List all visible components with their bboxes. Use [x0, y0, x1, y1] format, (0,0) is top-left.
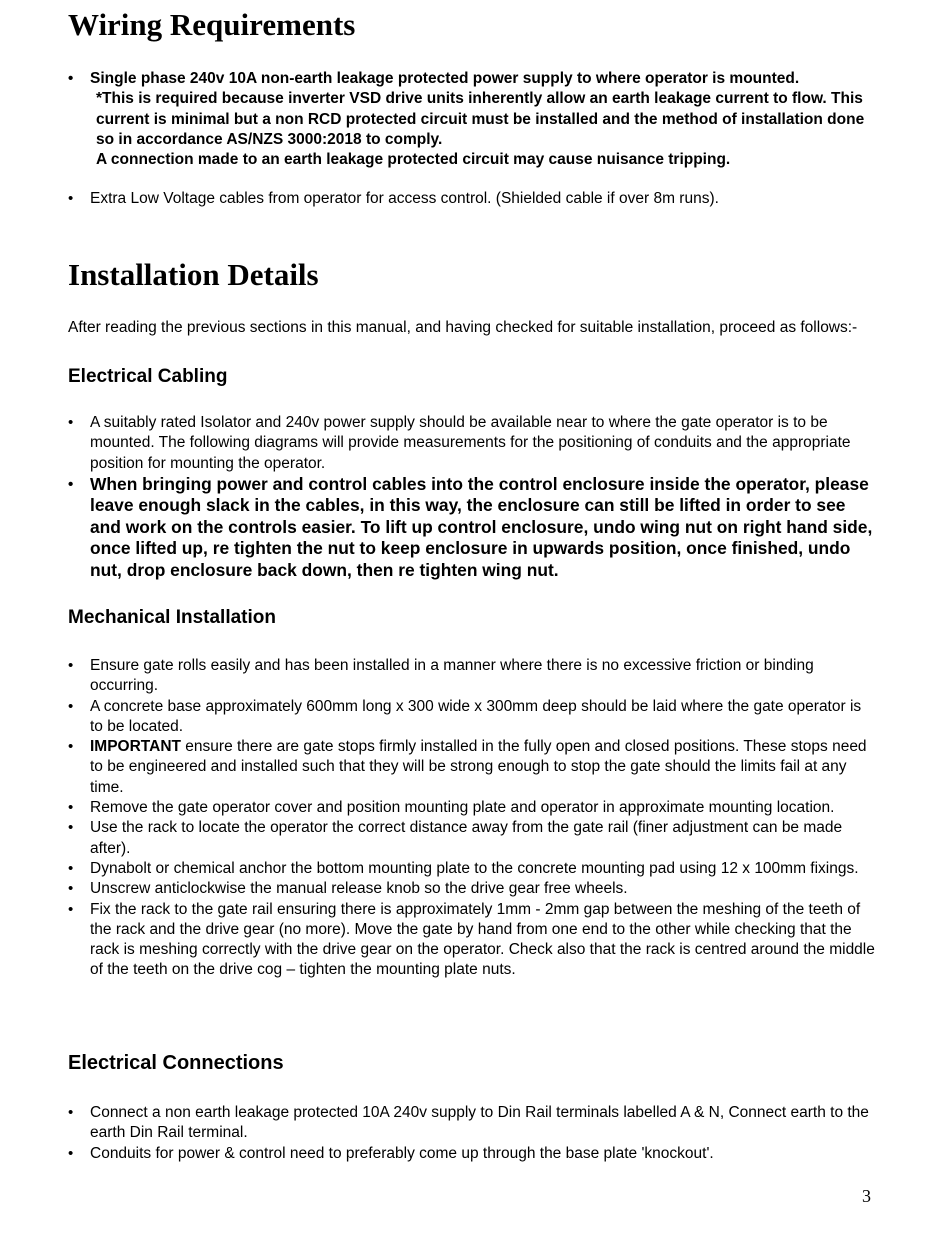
mechanical-item-gate-stops: ensure there are gate stops firmly installed in the fully open and closed positions. These stops need to be engineered and installed such that they will be strong enough to stop the gate should the limits fail at any time. — [90, 738, 867, 796]
bullet-icon: • — [68, 657, 74, 674]
bullet-icon: • — [68, 799, 74, 817]
list-item — [68, 798, 878, 818]
mechanical-installation-heading: Mechanical Installation — [68, 607, 276, 628]
bullet-icon: • — [68, 190, 74, 208]
list-item — [68, 474, 878, 582]
wiring-item-supply: Single phase 240v 10A non-earth leakage protected power supply to where operator is mounted. — [90, 70, 800, 87]
connections-item-supply: Connect a non earth leakage protected 10A 240v supply to Din Rail terminals labelled A & N, Connect earth to the earth Din Rail terminal. — [90, 1104, 869, 1142]
important-label: IMPORTANT — [90, 738, 181, 756]
bullet-icon: • — [68, 1144, 74, 1162]
wiring-item-elv: Extra Low Voltage cables from operator for access control. (Shielded cable if over 8m runs). — [90, 190, 719, 208]
list-item — [68, 900, 878, 981]
connections-item-conduits: Conduits for power & control need to preferably come up through the base plate 'knockout'. — [90, 1144, 714, 1162]
list-item — [68, 189, 878, 209]
list-item — [68, 1144, 878, 1164]
wiring-item-tripping-note: A connection made to an earth leakage protected circuit may cause nuisance tripping. — [96, 151, 731, 169]
wiring-item-rcd-note: *This is required because inverter VSD drive units inherently allow an earth leakage current to flow. This current is minimal but a non RCD protected circuit must be installed and the method of installation done so in accordance AS/NZS 3000:2018 to comply. — [96, 90, 865, 148]
list-item — [68, 737, 878, 798]
mechanical-item-fix-rack: Fix the rack to the gate rail ensuring there is approximately 1mm - 2mm gap between the meshing of the teeth of the rack and the drive gear (no more). Move the gate by hand from one end to the other while checking that the rack is meshing correctly with the drive gear on the operator. Check also that the rack is centred around the middle of the teeth on the drive cog – tighten the mounting plate nuts. — [90, 900, 875, 979]
bullet-icon: • — [68, 738, 74, 756]
list-item — [68, 656, 878, 697]
mechanical-item-concrete: A concrete base approximately 600mm long x 300 wide x 300mm deep should be laid where the gate operator is to be located. — [90, 697, 862, 735]
list-item — [68, 879, 878, 899]
mechanical-installation-list — [68, 656, 878, 981]
bullet-icon: • — [68, 819, 74, 837]
mechanical-item-dynabolt: Dynabolt or chemical anchor the bottom mounting plate to the concrete mounting pad using 12 x 100mm fixings. — [90, 859, 859, 877]
list-item — [68, 1103, 878, 1144]
cabling-item-isolator: A suitably rated Isolator and 240v power supply should be available near to where the gate operator is to be mounted. The following diagrams will provide measurements for the positioning of conduits and the appropriate position for mounting the operator. — [90, 414, 851, 472]
installation-details-heading: Installation Details — [68, 257, 319, 292]
electrical-connections-heading: Electrical Connections — [68, 1052, 284, 1074]
bullet-icon: • — [68, 475, 74, 493]
list-item — [68, 69, 878, 170]
mechanical-item-rack-locate: Use the rack to locate the operator the correct distance away from the gate rail (finer adjustment can be made after). — [90, 819, 843, 857]
list-item — [68, 413, 878, 474]
page-number: 3 — [862, 1186, 871, 1206]
mechanical-item-cover: Remove the gate operator cover and position mounting plate and operator in approximate mounting location. — [90, 799, 835, 817]
cabling-item-slack: When bringing power and control cables into the control enclosure inside the operator, please leave enough slack in the cables, in this way, the enclosure can still be lifted in order to see and work on the controls easier. To lift up control enclosure, undo wing nut on right hand side, once lifted up, re tighten the nut to keep enclosure in upwards position, once finished, undo nut, drop enclosure back down, then re tighten wing nut. — [90, 473, 873, 580]
list-item — [68, 697, 878, 738]
wiring-requirements-list — [68, 69, 878, 210]
list-item — [68, 859, 878, 879]
list-item — [68, 818, 878, 859]
installation-intro: After reading the previous sections in this manual, and having checked for suitable installation, proceed as follows:- — [68, 319, 858, 336]
bullet-icon: • — [68, 859, 74, 877]
bullet-icon: • — [68, 70, 74, 87]
mechanical-item-release-knob: Unscrew anticlockwise the manual release knob so the drive gear free wheels. — [90, 880, 628, 898]
bullet-icon: • — [68, 880, 74, 898]
bullet-icon: • — [68, 900, 74, 918]
bullet-icon: • — [68, 697, 74, 715]
electrical-connections-list — [68, 1103, 878, 1164]
mechanical-item-rolls: Ensure gate rolls easily and has been installed in a manner where there is no excessive friction or binding occurring. — [90, 657, 814, 695]
electrical-cabling-heading: Electrical Cabling — [68, 366, 228, 387]
bullet-icon: • — [68, 1104, 74, 1121]
electrical-cabling-list — [68, 413, 878, 581]
bullet-icon: • — [68, 414, 74, 431]
wiring-requirements-heading: Wiring Requirements — [68, 7, 356, 42]
